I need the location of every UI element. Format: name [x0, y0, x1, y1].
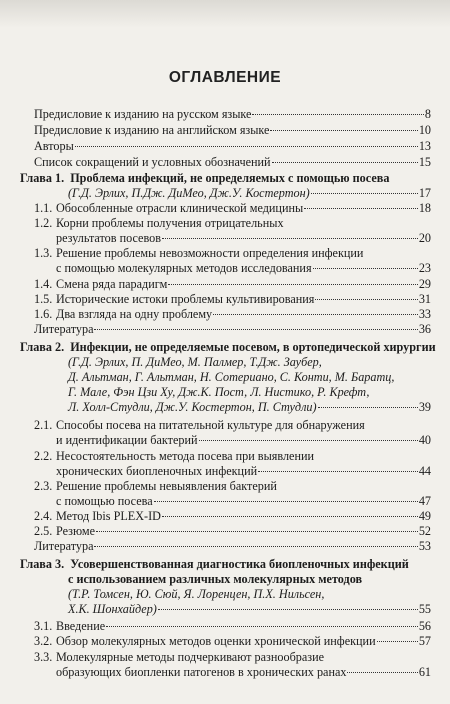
toc-section-2-1[interactable]: 2.1. Способы посева на питательной культуре для обнаружения и идентификации бактерий 40 [34, 418, 431, 447]
toc-section-2-2[interactable]: 2.2. Несостоятельность метода посева при выявлении хронических биопленочных инфекций 44 [34, 449, 431, 478]
toc-section-2-4[interactable]: 2.4. Метод Ibis PLEX-ID 49 [34, 509, 431, 523]
toc-section-1-5[interactable]: 1.5. Исторические истоки проблемы культивирования 31 [34, 292, 431, 306]
toc-section-1-1[interactable]: 1.1. Обособленные отрасли клинической медицины 18 [34, 201, 431, 215]
toc-literature-1[interactable]: Литература 36 [34, 322, 431, 336]
toc-section-1-6[interactable]: 1.6. Два взгляда на одну проблему 33 [34, 307, 431, 321]
toc-entry-abbreviations[interactable]: Список сокращений и условных обозначений 15 [34, 155, 431, 169]
toc-section-3-2[interactable]: 3.2. Обзор молекулярных методов оценки хронической инфекции 57 [34, 634, 431, 648]
toc-section-1-3[interactable]: 1.3. Решение проблемы невозможности определения инфекции с помощью молекулярных методов исследования 23 [34, 246, 431, 275]
page-top-shadow [0, 0, 450, 28]
toc-chapter-2[interactable]: Глава 2. Инфекции, не определяемые посевом, в ортопедической хирургии (Г.Д. Эрлих, П. ДиМео, М. Палмер, Т.Дж. Заубер, Д. Альтман, Г. Альтман, Н. Сотериано, С. Конти, М. Баратц, Г. Мале, Фэн Цзи Ху, Дж.К. Пост, Л. Нистико, Р. Крефт, Л. Холл-Студли, Дж.У. Костертон, П. Студли) 39 [20, 340, 436, 414]
toc-section-2-3[interactable]: 2.3. Решение проблемы невыявления бактерий с помощью посева 47 [34, 479, 431, 508]
toc-section-3-1[interactable]: 3.1. Введение 56 [34, 619, 431, 633]
toc-section-1-4[interactable]: 1.4. Смена ряда парадигм 29 [34, 277, 431, 291]
toc-section-2-5[interactable]: 2.5. Резюме 52 [34, 524, 431, 538]
toc-section-1-2[interactable]: 1.2. Корни проблемы получения отрицательных результатов посевов 20 [34, 216, 431, 245]
toc-chapter-3[interactable]: Глава 3. Усовершенствованная диагностика биопленочных инфекций с использованием различных молекулярных методов (Т.Р. Томсен, Ю. Сюй, Я. Лоренцен, П.Х. Нильсен, Х.К. Шонхайдер) 55 [20, 557, 431, 616]
toc-chapter-1[interactable]: Глава 1. Проблема инфекций, не определяемых с помощью посева (Г.Д. Эрлих, П.Дж. ДиМео, Дж.У. Костертон) 17 [20, 171, 431, 200]
toc-literature-2[interactable]: Литература 53 [34, 539, 431, 553]
toc-entry-preface-en[interactable]: Предисловие к изданию на английском языке 10 [34, 123, 431, 137]
toc-entry-preface-ru[interactable]: Предисловие к изданию на русском языке 8 [34, 107, 431, 121]
toc-section-3-3[interactable]: 3.3. Молекулярные методы подчеркивают разнообразие образующих биопленки патогенов в хронических ранах 61 [34, 650, 431, 679]
toc-entry-authors[interactable]: Авторы 13 [34, 139, 431, 153]
page-title: ОГЛАВЛЕНИЕ [168, 69, 282, 86]
